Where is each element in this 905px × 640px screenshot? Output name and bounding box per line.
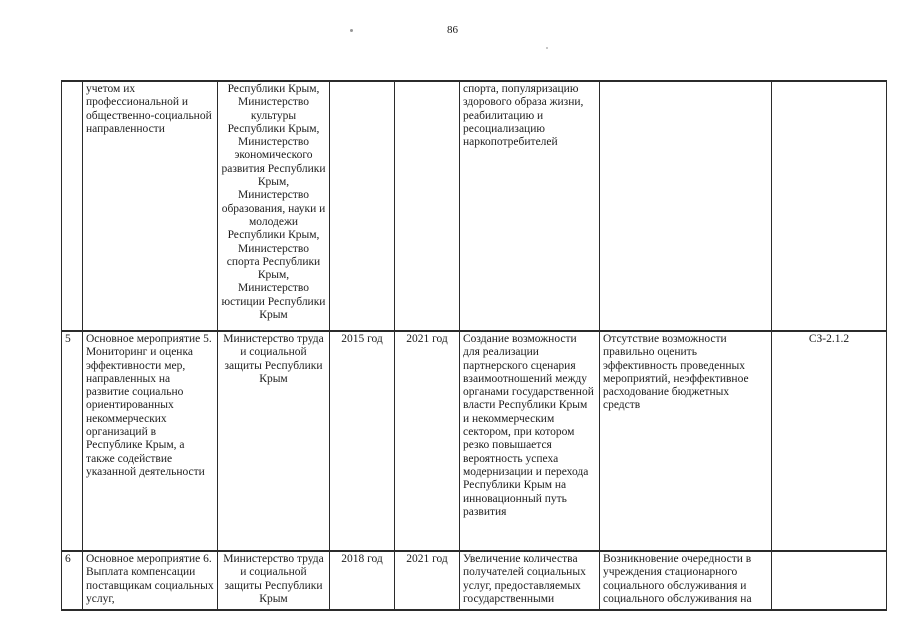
cell-risk: Возникновение очередности в учреждения стационарного социального обслуживания и социального обслуживания на xyxy=(600,551,772,610)
cell-start-date: 2015 год xyxy=(330,331,395,551)
cell-end-date xyxy=(395,81,460,331)
table-row-measure-5 xyxy=(62,331,887,551)
cell-activity: Основное мероприятие 5. Мониторинг и оценка эффективности мер, направленных на развитие социально ориентированных некоммерческих организаций в Республике Крым, а также содействие указанной деятельности xyxy=(83,331,218,551)
cell-kpi-link: СЗ-2.1.2 xyxy=(772,331,887,551)
cell-risk xyxy=(600,81,772,331)
table-row-measure-6 xyxy=(62,551,887,610)
cell-expected-result: Создание возможности для реализации партнерского сценария взаимоотношений между органами государственной власти Республики Крым и некоммерческим сектором, при котором резко повышается вероятность успеха модернизации и перехода Республики Крым на инновационный путь развития xyxy=(460,331,600,551)
cell-activity: учетом их профессиональной и общественно-социальной направленности xyxy=(83,81,218,331)
cell-number: 6 xyxy=(62,551,83,610)
cell-start-date xyxy=(330,81,395,331)
page-number: 86 xyxy=(447,24,458,36)
cell-number: 5 xyxy=(62,331,83,551)
scan-artifact-dot xyxy=(546,47,548,49)
table-row-continuation xyxy=(62,81,887,331)
program-measures-table xyxy=(61,80,887,611)
cell-expected-result: спорта, популяризацию здорового образа жизни, реабилитацию и ресоциализацию наркопотребителей xyxy=(460,81,600,331)
cell-kpi-link xyxy=(772,551,887,610)
cell-executor: Министерство труда и социальной защиты Республики Крым xyxy=(218,331,330,551)
cell-number xyxy=(62,81,83,331)
cell-executor: Министерство труда и социальной защиты Республики Крым xyxy=(218,551,330,610)
scan-artifact-dot xyxy=(350,29,353,32)
cell-end-date: 2021 год xyxy=(395,331,460,551)
cell-activity: Основное мероприятие 6. Выплата компенсации поставщикам социальных услуг, xyxy=(83,551,218,610)
cell-executor: Республики Крым, Министерство культуры Республики Крым, Министерство экономического развития Республики Крым, Министерство образования, науки и молодежи Республики Крым, Министерство спорта Республики Крым, Министерство юстиции Республики Крым xyxy=(218,81,330,331)
cell-end-date: 2021 год xyxy=(395,551,460,610)
cell-kpi-link xyxy=(772,81,887,331)
cell-expected-result: Увеличение количества получателей социальных услуг, предоставляемых государственными xyxy=(460,551,600,610)
table-container xyxy=(61,80,889,611)
cell-start-date: 2018 год xyxy=(330,551,395,610)
cell-risk: Отсутствие возможности правильно оценить эффективность проведенных мероприятий, неэффективное расходование бюджетных средств xyxy=(600,331,772,551)
